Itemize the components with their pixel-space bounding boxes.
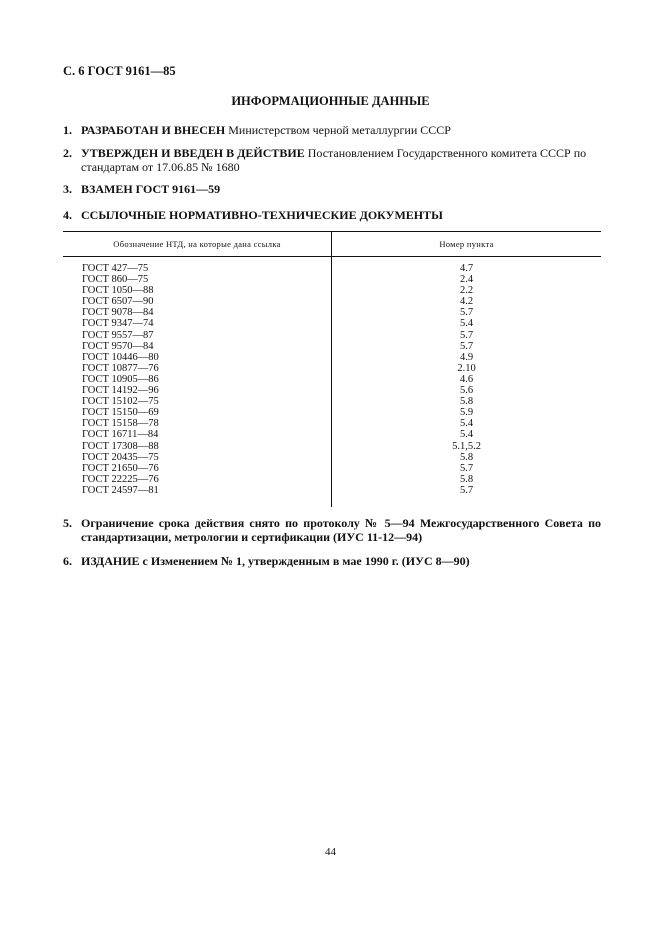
designation-column [82, 263, 322, 496]
table-cell-designation: ГОСТ 21650—76 [82, 462, 159, 474]
table-header-designation: Обозначение НТД, на которые дана ссылка [113, 239, 281, 249]
table-cell-designation: ГОСТ 20435—75 [82, 451, 159, 463]
item-bold-text: УТВЕРЖДЕН И ВВЕДЕН В ДЕЙСТВИЕ [81, 146, 305, 160]
table-cell-designation: ГОСТ 9570—84 [82, 340, 154, 352]
page-header: С. 6 ГОСТ 9161—85 [63, 64, 176, 78]
table-cell-designation: ГОСТ 15158—78 [82, 418, 159, 430]
info-item-3 [63, 182, 601, 196]
reference-documents-table [63, 231, 601, 507]
table-cell-clause: 4.9 [459, 351, 474, 363]
table-header-clause: Номер пункта [439, 239, 494, 249]
item-bold-text: Ограничение срока действия снято по протоколу № 5—94 Межгосударственного Совета по стандартизации, метрологии и сертификации (ИУС 11-12—94) [81, 516, 601, 544]
table-cell-clause: 5.7 [459, 462, 474, 474]
item-bold-text: ВЗАМЕН ГОСТ 9161—59 [81, 182, 221, 196]
table-cell-designation: ГОСТ 9078—84 [82, 307, 154, 319]
item-number: 6. [63, 554, 72, 568]
item-bold-text: ИЗДАНИЕ с Изменением № 1, утвержденным в мае 1990 г. (ИУС 8—90) [81, 554, 470, 568]
item-number: 5. [63, 516, 72, 530]
table-cell-clause: 5.7 [459, 329, 474, 341]
table-cell-designation: ГОСТ 6507—90 [82, 296, 154, 308]
table-cell-clause: 4.7 [459, 263, 474, 274]
table-cell-designation: ГОСТ 16711—84 [82, 429, 159, 441]
item-text: Министерством черной металлургии СССР [225, 123, 451, 137]
table-cell-clause: 5.8 [459, 473, 474, 485]
table-cell-clause: 2.10 [457, 362, 476, 374]
table-top-rule [63, 231, 601, 232]
table-cell-designation: ГОСТ 24597—81 [82, 484, 159, 496]
table-cell-designation: ГОСТ 10905—86 [82, 373, 159, 385]
table-cell-designation: ГОСТ 17308—88 [82, 440, 159, 452]
info-item-2 [63, 146, 601, 174]
table-cell-designation: ГОСТ 22225—76 [82, 473, 159, 485]
table-cell-designation: ГОСТ 10446—80 [82, 351, 159, 363]
clause-column [332, 263, 601, 496]
table-cell-clause: 5.9 [459, 407, 474, 419]
table-header-rule [63, 256, 601, 257]
table-cell-designation: ГОСТ 1050—88 [82, 285, 154, 297]
table-cell-designation: ГОСТ 860—75 [82, 274, 149, 286]
item-number: 2. [63, 146, 72, 160]
table-cell-clause: 5.7 [459, 307, 474, 319]
table-cell-clause: 5.8 [459, 451, 474, 463]
table-cell-designation: ГОСТ 15150—69 [82, 407, 159, 419]
table-cell-designation: ГОСТ 9557—87 [82, 329, 154, 341]
table-cell-designation: ГОСТ 14192—96 [82, 385, 159, 397]
table-cell-designation: ГОСТ 10877—76 [82, 362, 159, 374]
item-bold-text: ССЫЛОЧНЫЕ НОРМАТИВНО-ТЕХНИЧЕСКИЕ ДОКУМЕНТЫ [81, 208, 443, 222]
table-cell-clause: 2.4 [459, 274, 474, 286]
table-cell-designation: ГОСТ 9347—74 [82, 318, 154, 330]
table-cell-clause: 5.8 [459, 396, 474, 408]
table-cell-clause: 5.7 [459, 340, 474, 352]
table-cell-clause: 4.2 [459, 296, 474, 308]
table-cell-clause: 5.4 [459, 429, 474, 441]
table-cell-clause: 5.6 [459, 385, 474, 397]
item-number: 4. [63, 208, 72, 222]
item-number: 3. [63, 182, 72, 196]
table-cell-clause: 4.6 [459, 373, 474, 385]
item-bold-text: РАЗРАБОТАН И ВНЕСЕН [81, 123, 226, 137]
table-cell-designation: ГОСТ 427—75 [82, 263, 149, 274]
table-cell-clause: 2.2 [459, 285, 474, 297]
item-number: 1. [63, 123, 72, 137]
info-item-6 [63, 554, 601, 568]
info-item-1 [63, 123, 601, 137]
section-title: ИНФОРМАЦИОННЫЕ ДАННЫЕ [231, 94, 430, 108]
table-cell-clause: 5.4 [459, 318, 474, 330]
table-cell-clause: 5.7 [459, 484, 474, 496]
page-number: 44 [325, 846, 336, 858]
info-item-4 [63, 208, 601, 222]
table-cell-designation: ГОСТ 15102—75 [82, 396, 159, 408]
item-text: Постановлением Государственного комитета СССР по стандартам от 17.06.85 № 1680 [81, 146, 587, 174]
table-cell-clause: 5.4 [459, 418, 474, 430]
table-cell-clause: 5.1,5.2 [452, 440, 481, 452]
info-item-5 [63, 516, 601, 544]
